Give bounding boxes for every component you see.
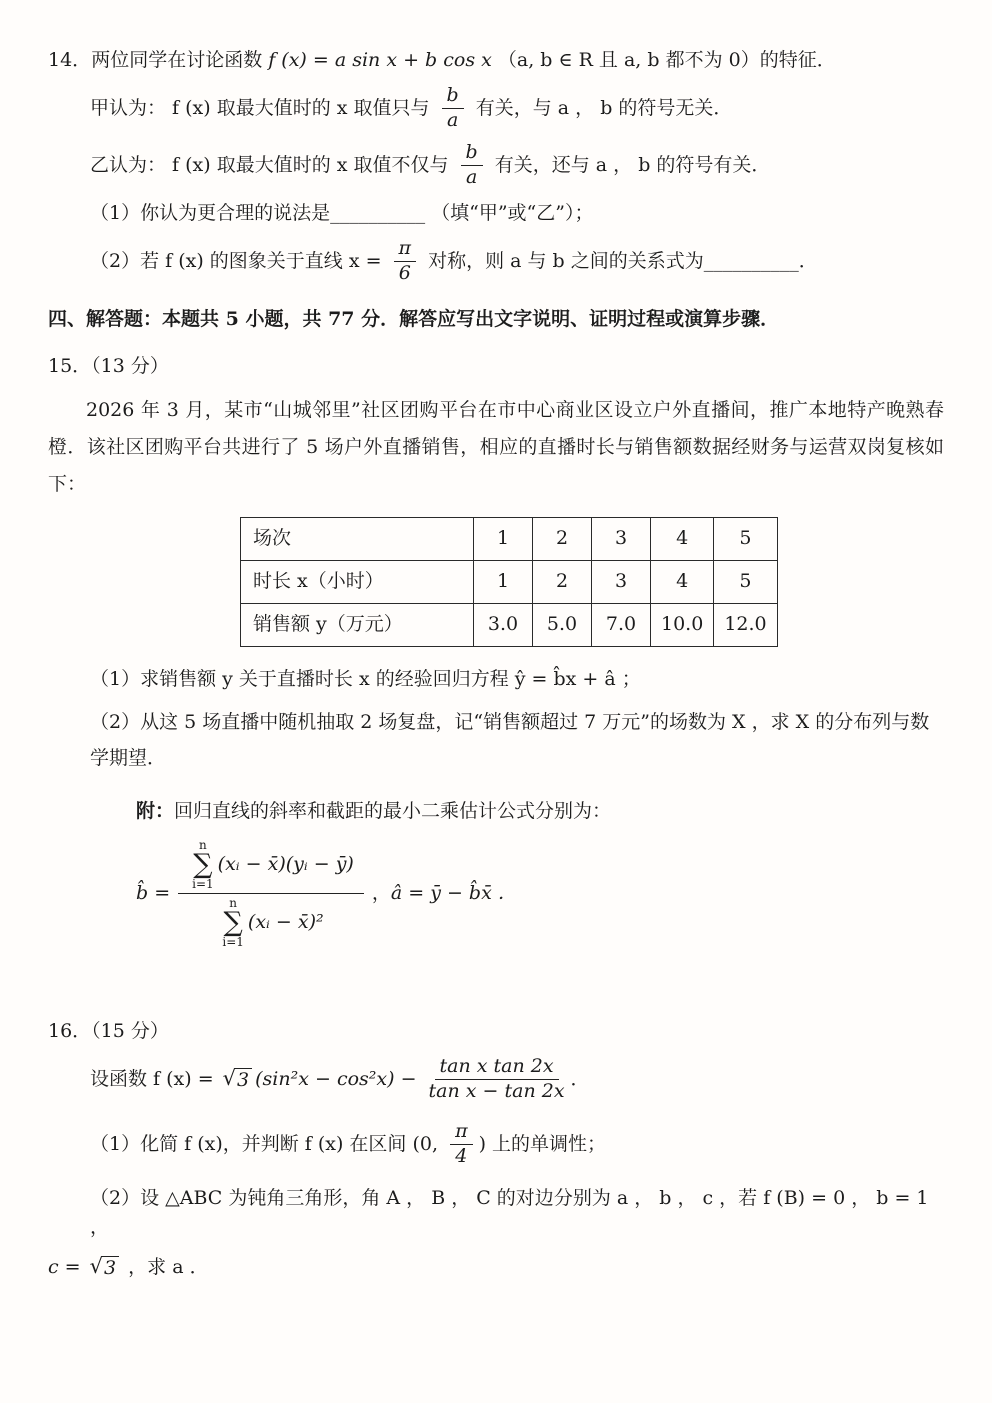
q15-number-text: 15．（13 分） xyxy=(48,355,169,378)
q14-part2-pre: （2）若 f (x) 的图象关于直线 x = xyxy=(90,250,388,273)
table-cell: 场次 xyxy=(241,517,474,560)
fraction-b-over-a xyxy=(461,142,483,189)
sum-lower-limit: i=1 xyxy=(222,935,244,950)
q14-yi-statement xyxy=(90,142,944,189)
summation-symbol xyxy=(222,897,244,948)
intercept-formula: â = ȳ − b̂x̄ ． xyxy=(390,881,517,904)
fraction-pi-over-4 xyxy=(450,1121,473,1168)
table-cell: 2 xyxy=(533,517,592,560)
q15-context-paragraph xyxy=(48,392,944,503)
table-cell: 4 xyxy=(651,560,714,603)
broadcast-data-table xyxy=(240,517,778,647)
q14-jia-pre: 甲认为： f (x) 取最大值时的 x 取值只与 xyxy=(90,97,436,120)
table-cell: 1 xyxy=(474,560,533,603)
table-cell: 3 xyxy=(592,517,651,560)
fraction-denominator: tan x − tan 2x xyxy=(428,1080,565,1103)
fraction-denominator: 6 xyxy=(398,262,411,285)
question-14 xyxy=(48,46,944,285)
formula-separator: ， xyxy=(371,881,391,904)
q14-part2 xyxy=(90,238,944,285)
question-16 xyxy=(48,1017,944,1282)
q14-intro-line xyxy=(48,46,944,75)
radical-icon: √ xyxy=(89,1253,104,1278)
q16-part2-post: ，求 a ． xyxy=(122,1255,209,1278)
tangent-fraction xyxy=(429,1056,565,1103)
sigma-icon: ∑ xyxy=(223,907,243,939)
least-squares-formula xyxy=(136,836,944,951)
formula-lhs: b̂ = xyxy=(136,881,171,904)
q15-context-text: 2026 年 3 月，某市“山城邻里”社区团购平台在市中心商业区设立户外直播间，推广本地特产晚熟春橙．该社区团购平台共进行了 5 场户外直播销售，相应的直播时长与销售额数据经财务与运营双岗复核如下： xyxy=(48,398,944,495)
q15-part1-text: （1）求销售额 y 关于直播时长 x 的经验回归方程 ŷ = b̂x + â ； xyxy=(90,667,641,690)
table-cell: 10.0 xyxy=(651,603,714,646)
q15-part2-text: （2）从这 5 场直播中随机抽取 2 场复盘，记“销售额超过 7 万元”的场数为 X ，求 X 的分布列与数学期望． xyxy=(90,711,930,770)
q16-part1 xyxy=(90,1121,944,1168)
fraction-denominator xyxy=(208,894,333,951)
q16-c-equals: c = xyxy=(48,1255,87,1278)
q14-yi-pre: 乙认为： f (x) 取最大值时的 x 取值不仅与 xyxy=(90,154,455,177)
table-cell: 5 xyxy=(714,560,777,603)
sum-lower-limit: i=1 xyxy=(192,877,214,892)
table-cell: 销售额 y（万元） xyxy=(241,603,474,646)
sigma-icon: ∑ xyxy=(193,849,213,881)
table-cell: 3.0 xyxy=(474,603,533,646)
table-cell: 7.0 xyxy=(592,603,651,646)
table-row-sales xyxy=(241,603,778,646)
fraction-denominator: a xyxy=(465,165,478,188)
q14-yi-post: 有关，还与 a ， b 的符号有关． xyxy=(488,154,771,177)
section-4-header xyxy=(48,305,944,334)
q14-part2-post: 对称，则 a 与 b 之间的关系式为__________． xyxy=(422,250,818,273)
q15-note-label: 附： xyxy=(136,799,175,822)
sum-upper-limit: n xyxy=(199,838,207,853)
table-cell: 4 xyxy=(651,517,714,560)
fraction-b-over-a xyxy=(442,85,464,132)
q16-function-definition xyxy=(90,1056,944,1103)
q14-intro-post: （a, b ∈ R 且 a, b 都不为 0）的特征． xyxy=(491,49,836,71)
table-row-duration xyxy=(241,560,778,603)
fraction-numerator: b xyxy=(442,85,464,109)
q15-number xyxy=(48,352,944,381)
table-row-session xyxy=(241,517,778,560)
fraction-denominator: a xyxy=(446,109,459,132)
q16-number xyxy=(48,1017,944,1046)
radicand: 3 xyxy=(236,1068,252,1092)
fraction-pi-over-6 xyxy=(394,238,417,285)
radical-icon: √ xyxy=(222,1065,237,1090)
table-cell: 12.0 xyxy=(714,603,777,646)
fraction-numerator: tan x tan 2x xyxy=(435,1056,559,1080)
q16-part2-line1 xyxy=(90,1184,944,1243)
q16-f-post: ． xyxy=(570,1068,590,1091)
table-cell: 2 xyxy=(533,560,592,603)
radicand: 3 xyxy=(103,1256,119,1280)
summation-symbol xyxy=(192,839,214,890)
q14-jia-statement xyxy=(90,85,944,132)
fraction-numerator: π xyxy=(450,1121,473,1145)
fraction-numerator xyxy=(178,836,364,894)
sum-upper-limit: n xyxy=(229,896,237,911)
q15-note xyxy=(136,797,944,826)
section-4-header-text: 四、解答题：本题共 5 小题，共 77 分．解答应写出文字说明、证明过程或演算步骤． xyxy=(48,307,780,330)
table-cell: 时长 x（小时） xyxy=(241,560,474,603)
numerator-expression: (xᵢ − x̄)(yᵢ − ȳ) xyxy=(217,853,354,876)
q14-intro-pre: 两位同学在讨论函数 xyxy=(91,49,269,71)
section-gap xyxy=(48,951,944,1007)
q14-jia-post: 有关，与 a ， b 的符号无关． xyxy=(469,97,733,120)
q15-note-text: 回归直线的斜率和截距的最小二乘估计公式分别为： xyxy=(174,799,612,822)
q15-part1 xyxy=(90,665,944,694)
q16-part1-pre: （1）化简 f (x)，并判断 f (x) 在区间 (0, xyxy=(90,1133,445,1156)
q16-part1-post: ) 上的单调性； xyxy=(478,1133,607,1156)
q15-part2 xyxy=(90,704,944,776)
table-cell: 5.0 xyxy=(533,603,592,646)
square-root-3 xyxy=(222,1065,252,1092)
q16-part2-line2 xyxy=(48,1253,944,1282)
q14-number: 14． xyxy=(48,49,92,71)
question-15 xyxy=(48,352,944,951)
q14-part1 xyxy=(90,199,944,228)
table-cell: 1 xyxy=(474,517,533,560)
regression-slope-fraction xyxy=(178,836,364,951)
fraction-numerator: b xyxy=(461,142,483,166)
q14-function-expression: f (x) = a sin x + b cos x xyxy=(268,49,492,71)
fraction-numerator: π xyxy=(394,238,417,262)
denominator-expression: (xᵢ − x̄)² xyxy=(247,911,324,934)
q16-f-pre: 设函数 f (x) = xyxy=(90,1068,220,1091)
q16-part2-text: （2）设 △ABC 为钝角三角形，角 A ， B ， C 的对边分别为 a ， b ， c ，若 f (B) = 0 ， b = 1 ， xyxy=(90,1186,929,1239)
fraction-denominator: 4 xyxy=(455,1144,468,1167)
q14-part1-text: （1）你认为更合理的说法是__________ （填“甲”或“乙”）； xyxy=(90,201,594,224)
q16-number-text: 16．（15 分） xyxy=(48,1020,169,1043)
table-cell: 3 xyxy=(592,560,651,603)
square-root-3 xyxy=(89,1253,119,1280)
table-cell: 5 xyxy=(714,517,777,560)
q16-f-mid: (sin²x − cos²x) − xyxy=(255,1068,423,1091)
